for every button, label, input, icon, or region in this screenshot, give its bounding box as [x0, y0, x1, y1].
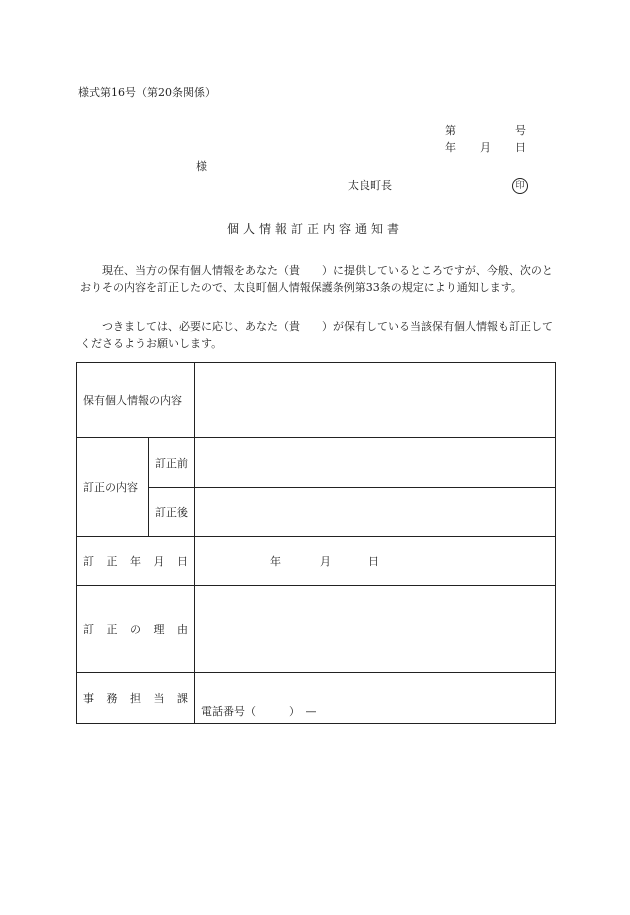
date-month-label: 月: [480, 141, 491, 154]
correction-date-label: 訂 正 年 月 日: [77, 537, 195, 586]
form-number: 様式第16号（第20条関係）: [78, 86, 216, 99]
table-row: [77, 673, 556, 724]
correction-label: 訂正の内容: [77, 438, 149, 537]
date-day-label: 日: [515, 141, 526, 154]
body-paragraph-1: 現在、当方の保有個人情報をあなた（貴 ）に提供しているところですが、今般、次のとおりその内容を訂正したので、太良町個人情報保護条例第33条の規定により通知します。: [80, 264, 553, 294]
phone-number: 電話番号（ ） —: [201, 705, 317, 718]
content-field[interactable]: [195, 363, 556, 438]
table-row: [77, 488, 556, 537]
department-field[interactable]: [195, 673, 556, 724]
correction-date-field[interactable]: [195, 537, 556, 586]
after-field[interactable]: [195, 488, 556, 537]
notification-table: [76, 362, 556, 724]
addressee-honorific: 様: [196, 160, 207, 173]
department-label: 事 務 担 当 課: [77, 673, 195, 724]
seal-mark: 印: [512, 178, 528, 194]
number-prefix: 第: [445, 124, 456, 137]
document-title: 個人情報訂正内容通知書: [226, 222, 403, 236]
table-row: [77, 537, 556, 586]
after-label: 訂正後: [149, 488, 195, 537]
table-row: [77, 363, 556, 438]
content-label: 保有個人情報の内容: [77, 363, 195, 438]
reason-label: 訂 正 の 理 由: [77, 586, 195, 673]
date-day: 日: [368, 555, 379, 568]
table-row: [77, 438, 556, 488]
number-suffix: 号: [515, 124, 526, 137]
before-label: 訂正前: [149, 438, 195, 488]
date-year-label: 年: [445, 141, 456, 154]
date-month: 月: [320, 555, 331, 568]
table-row: [77, 586, 556, 673]
date-year: 年: [270, 555, 281, 568]
issuer-name: 太良町長: [348, 179, 392, 192]
reason-field[interactable]: [195, 586, 556, 673]
body-paragraph-2: つきましては、必要に応じ、あなた（貴 ）が保有している当該保有個人情報も訂正してくださるようお願いします。: [80, 320, 553, 350]
before-field[interactable]: [195, 438, 556, 488]
